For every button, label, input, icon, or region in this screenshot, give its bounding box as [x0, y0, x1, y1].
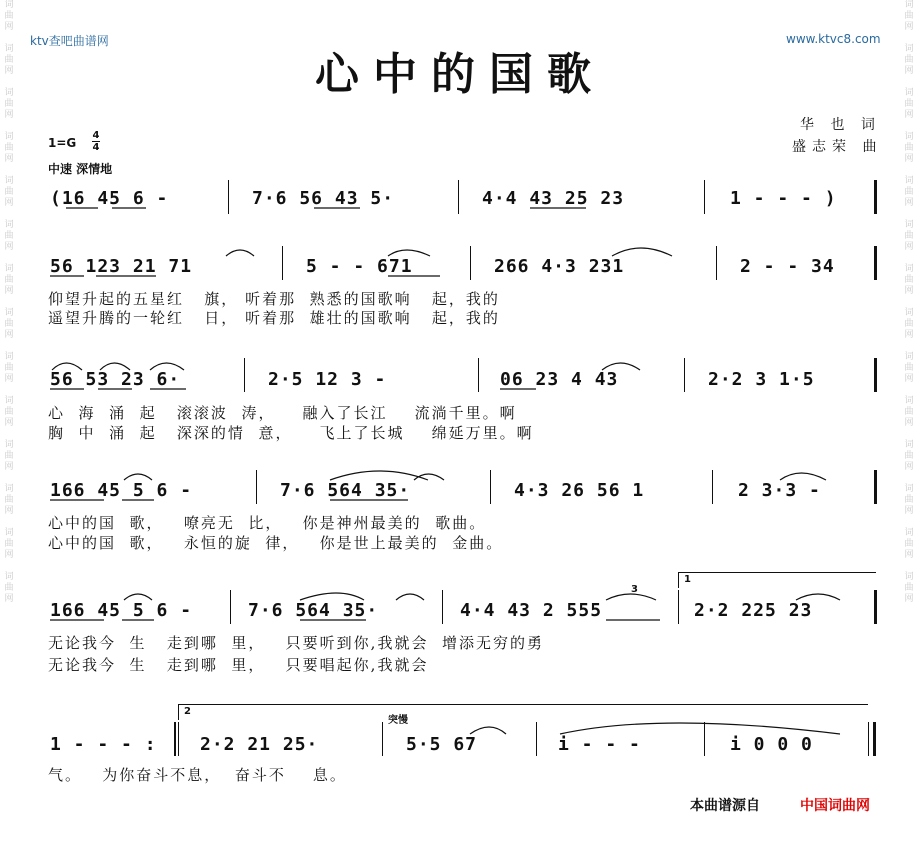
- lyric-line-2: 遥望升腾的一轮红 日， 听着那 雄壮的国歌响 起，我的: [48, 309, 500, 327]
- measure: 4·4 43 2 555: [460, 600, 603, 621]
- lyric-line-2: 胸 中 涌 起 深深的情 意， 飞上了长城 绵延万里。啊: [48, 424, 534, 442]
- lyric-line-1: 仰望升起的五星红 旗， 听着那 熟悉的国歌响 起，我的: [48, 290, 500, 308]
- lyric-line-1: 气。 为你奋斗不息， 奋斗不 息。: [48, 766, 347, 784]
- composer-credit: 盛志荣 曲: [792, 139, 883, 155]
- source-label: 本曲谱源自: [690, 798, 760, 814]
- triplet-marker: 3: [631, 584, 638, 595]
- measure: 56 53 23 6·: [50, 369, 181, 390]
- measure: 2·2 3 1·5: [708, 369, 815, 390]
- watermark-text: 词曲网: [4, 572, 14, 604]
- watermark-text: 词曲网: [4, 264, 14, 296]
- measure: i 0 0 0: [730, 734, 813, 755]
- key-label: 1=G: [48, 136, 77, 150]
- measure: 5·5 67: [406, 734, 478, 755]
- lyricist-credit: 华 也 词: [800, 117, 881, 133]
- measure: i - - -: [558, 734, 641, 755]
- source-site-link[interactable]: 中国词曲网: [800, 798, 870, 814]
- watermark-text: 词曲网: [4, 396, 14, 428]
- watermark-text: 词曲网: [904, 220, 914, 252]
- lyric-line-2: 心中的国 歌， 永恒的旋 律， 你是世上最美的 金曲。: [48, 534, 504, 552]
- watermark-text: 词曲网: [4, 528, 14, 560]
- time-denominator: 4: [92, 142, 100, 153]
- measure: 7·6 564 35·: [248, 600, 379, 621]
- lyric-line-2: 无论我今 生 走到哪 里， 只要唱起你,我就会: [48, 656, 429, 674]
- measure: 5 - - 671: [306, 256, 413, 277]
- measure: 1 - - - :: [50, 734, 157, 755]
- lyric-line-1: 心 海 涌 起 滚滚波 涛， 融入了长江 流淌千里。啊: [48, 404, 517, 422]
- site-name-left[interactable]: ktv查吧曲谱网: [30, 34, 109, 48]
- measure: 2·2 225 23: [694, 600, 813, 621]
- measure: (16 45 6 -: [50, 188, 169, 209]
- watermark-text: 词曲网: [904, 176, 914, 208]
- measure: 06 23 4 43: [500, 369, 619, 390]
- measure: 2 - - 34: [740, 256, 835, 277]
- watermark-text: 词曲网: [904, 352, 914, 384]
- watermark-text: 词曲网: [904, 572, 914, 604]
- watermark-text: 词曲网: [4, 484, 14, 516]
- measure: 166 45 5 6 -: [50, 600, 193, 621]
- watermark-text: 词曲网: [904, 264, 914, 296]
- measure: 2 3·3 -: [738, 480, 821, 501]
- measure: 2·5 12 3 -: [268, 369, 387, 390]
- watermark-text: 词曲网: [904, 88, 914, 120]
- time-numerator: 4: [92, 130, 100, 141]
- watermark-text: 词曲网: [4, 0, 14, 32]
- measure: 4·3 26 56 1: [514, 480, 645, 501]
- measure: 4·4 43 25 23: [482, 188, 625, 209]
- watermark-text: 词曲网: [4, 176, 14, 208]
- watermark-text: 词曲网: [4, 352, 14, 384]
- watermark-text: 词曲网: [904, 132, 914, 164]
- watermark-text: 词曲网: [4, 220, 14, 252]
- rit-marking: 突慢: [388, 715, 408, 726]
- tempo-marking: 中速 深情地: [48, 162, 113, 176]
- measure: 266 4·3 231: [494, 256, 625, 277]
- measure: 2·2 21 25·: [200, 734, 319, 755]
- watermark-text: 词曲网: [904, 484, 914, 516]
- watermark-text: 词曲网: [4, 132, 14, 164]
- watermark-text: 词曲网: [4, 440, 14, 472]
- watermark-text: 词曲网: [904, 0, 914, 32]
- watermark-text: 词曲网: [904, 528, 914, 560]
- watermark-text: 词曲网: [904, 308, 914, 340]
- measure: 1 - - - ): [730, 188, 837, 209]
- watermark-text: 词曲网: [904, 44, 914, 76]
- watermark-text: 词曲网: [4, 44, 14, 76]
- watermark-text: 词曲网: [904, 440, 914, 472]
- volta-2-label: 2: [184, 706, 191, 717]
- measure: 166 45 5 6 -: [50, 480, 193, 501]
- watermark-text: 词曲网: [4, 88, 14, 120]
- measure: 7·6 564 35·: [280, 480, 411, 501]
- song-title: 心中的国歌: [315, 49, 605, 100]
- lyric-line-1: 无论我今 生 走到哪 里， 只要听到你,我就会 增添无穷的勇: [48, 634, 544, 652]
- watermark-text: 词曲网: [4, 308, 14, 340]
- lyric-line-1: 心中的国 歌， 嘹亮无 比， 你是神州最美的 歌曲。: [48, 514, 487, 532]
- volta-1-label: 1: [684, 574, 691, 585]
- measure: 7·6 56 43 5·: [252, 188, 395, 209]
- measure: 56 123 21 71: [50, 256, 193, 277]
- site-url-right[interactable]: www.ktvc8.com: [786, 32, 881, 46]
- watermark-text: 词曲网: [904, 396, 914, 428]
